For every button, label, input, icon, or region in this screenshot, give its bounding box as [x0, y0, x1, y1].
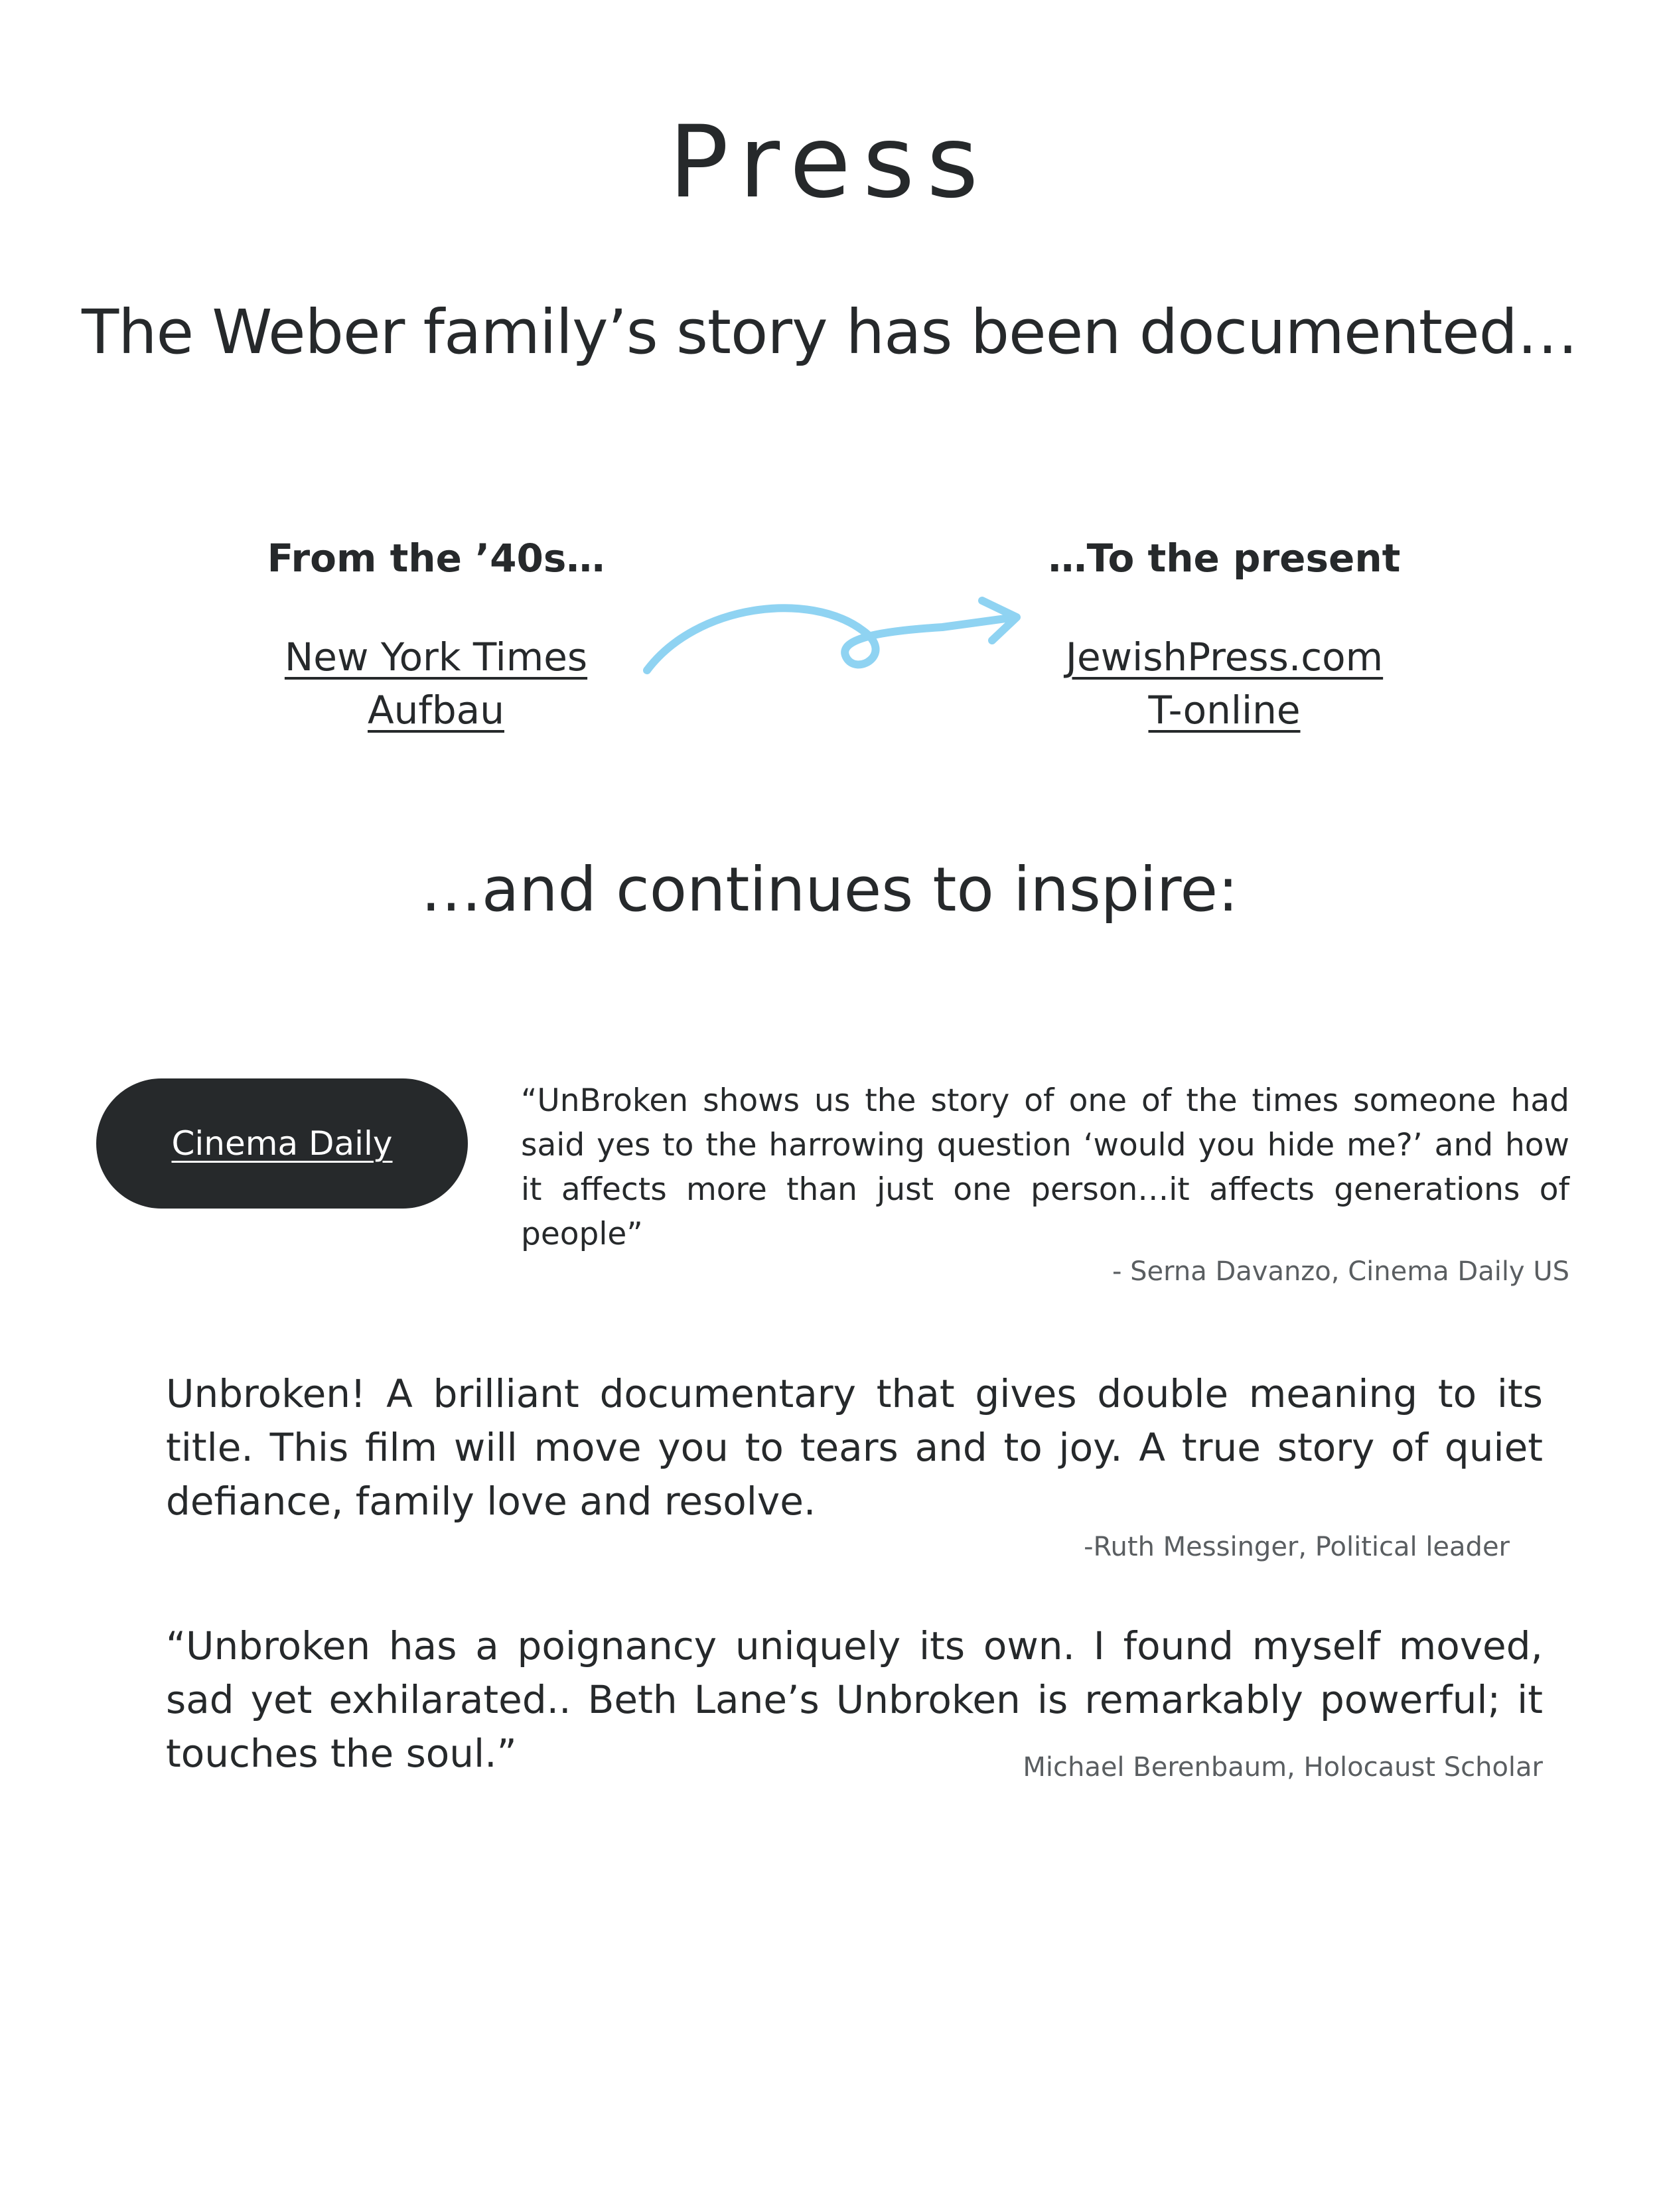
t-online-link[interactable]: T-online	[1148, 688, 1301, 733]
jewishpress-link[interactable]: JewishPress.com	[1065, 634, 1384, 680]
curved-arrow-icon	[637, 577, 1035, 686]
continues-heading: …and continues to inspire:	[420, 854, 1239, 925]
review-attribution-messinger: -Ruth Messinger, Political leader	[1084, 1532, 1510, 1562]
present-press-column	[1012, 536, 1437, 737]
page-title: Press	[668, 105, 991, 220]
new-york-times-link[interactable]: New York Times	[284, 634, 588, 680]
review-quote-berenbaum: “Unbroken has a poignancy uniquely its own. I found myself moved, sad yet exhilarated.. Beth Lane’s Unbroken is remarkably powerful; it touches the soul.”	[166, 1623, 1543, 1776]
cinema-daily-button[interactable]	[96, 1078, 468, 1209]
review-quote-cinema-daily: “UnBroken shows us the story of one of the times someone had said yes to the harrowing question ‘would you hide me?’ and how it affects more than just one person…it affects generations of people”	[521, 1082, 1569, 1252]
past-press-column	[224, 536, 648, 737]
review-attribution-berenbaum: Michael Berenbaum, Holocaust Scholar	[1023, 1752, 1543, 1783]
section-subtitle: The Weber family’s story has been documented…	[82, 297, 1577, 368]
review-attribution-cinema-daily: - Serna Davanzo, Cinema Daily US	[1112, 1256, 1569, 1287]
aufbau-link[interactable]: Aufbau	[368, 688, 504, 733]
present-press-heading: …To the present	[1048, 536, 1401, 581]
cinema-daily-label[interactable]: Cinema Daily	[171, 1124, 393, 1163]
past-press-heading: From the ’40s…	[267, 536, 605, 581]
review-quote-messinger: Unbroken! A brilliant documentary that gives double meaning to its title. This film will move you to tears and to joy. A true story of quiet defiance, family love and resolve.	[166, 1371, 1543, 1524]
